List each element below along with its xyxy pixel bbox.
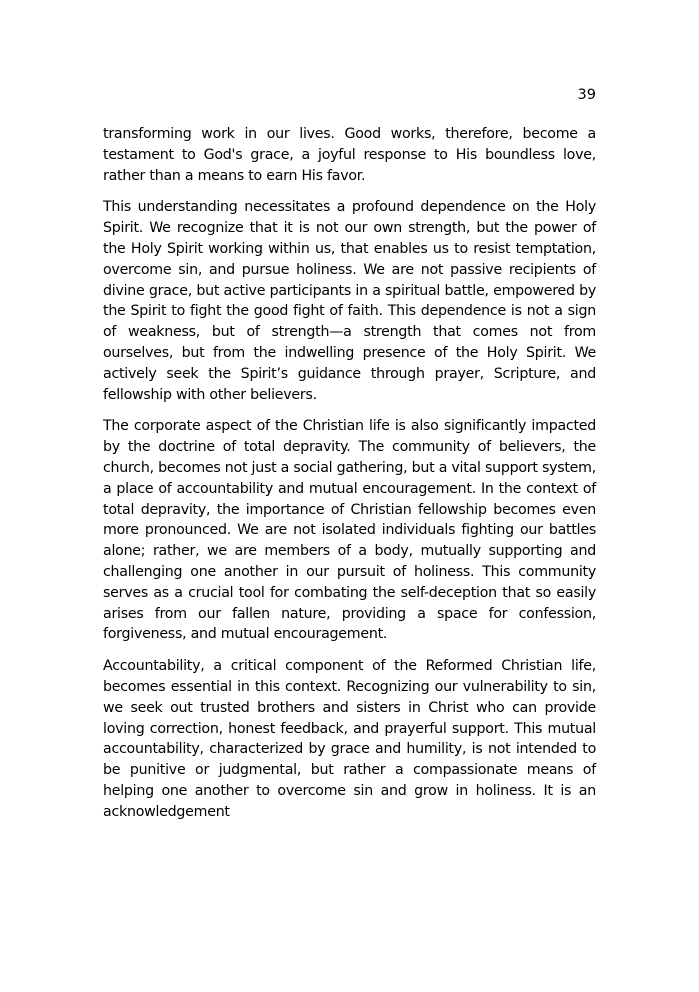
paragraph-corporate-aspect: The corporate aspect of the Christian life is also significantly impacted by the doctrine of total depravity. The community of believers, the church, becomes not just a social gathering, but a vital support system, a place of accountability and mutual encouragement. In the context of total depravity, the importance of Christian fellowship becomes even more pronounced. We are not isolated individuals fighting our battles alone; rather, we are members of a body, mutually supporting and challenging one another in our pursuit of holiness. This community serves as a crucial tool for combating the self-deception that so easily arises from our fallen nature, providing a space for confession, forgiveness, and mutual encouragement. (103, 418, 596, 643)
paragraph-holy-spirit-dependence: This understanding necessitates a profound dependence on the Holy Spirit. We recognize that it is not our own strength, but the power of the Holy Spirit working within us, that enables us to resist temptation, overcome sin, and pursue holiness. We are not passive recipients of divine grace, but active participants in a spiritual battle, empowered by the Spirit to fight the good fight of faith. This dependence is not a sign of weakness, but of strength—a strength that comes not from ourselves, but from the indwelling presence of the Holy Spirit. We actively seek the Spirit’s guidance through prayer, Scripture, and fellowship with other believers. (103, 199, 596, 403)
page-body (103, 124, 596, 834)
paragraph-accountability: Accountability, a critical component of the Reformed Christian life, becomes essential in this context. Recognizing our vulnerability to sin, we seek out trusted brothers and sisters in Christ who can provide loving correction, honest feedback, and prayerful support. This mutual accountability, characterized by grace and humility, is not intended to be punitive or judgmental, but rather a compassionate means of helping one another to overcome sin and grow in holiness. It is an acknowledgement (103, 658, 596, 820)
page-number: 39 (577, 87, 596, 103)
paragraph-good-works: transforming work in our lives. Good works, therefore, become a testament to God's grace, a joyful response to His boundless love, rather than a means to earn His favor. (103, 126, 596, 184)
